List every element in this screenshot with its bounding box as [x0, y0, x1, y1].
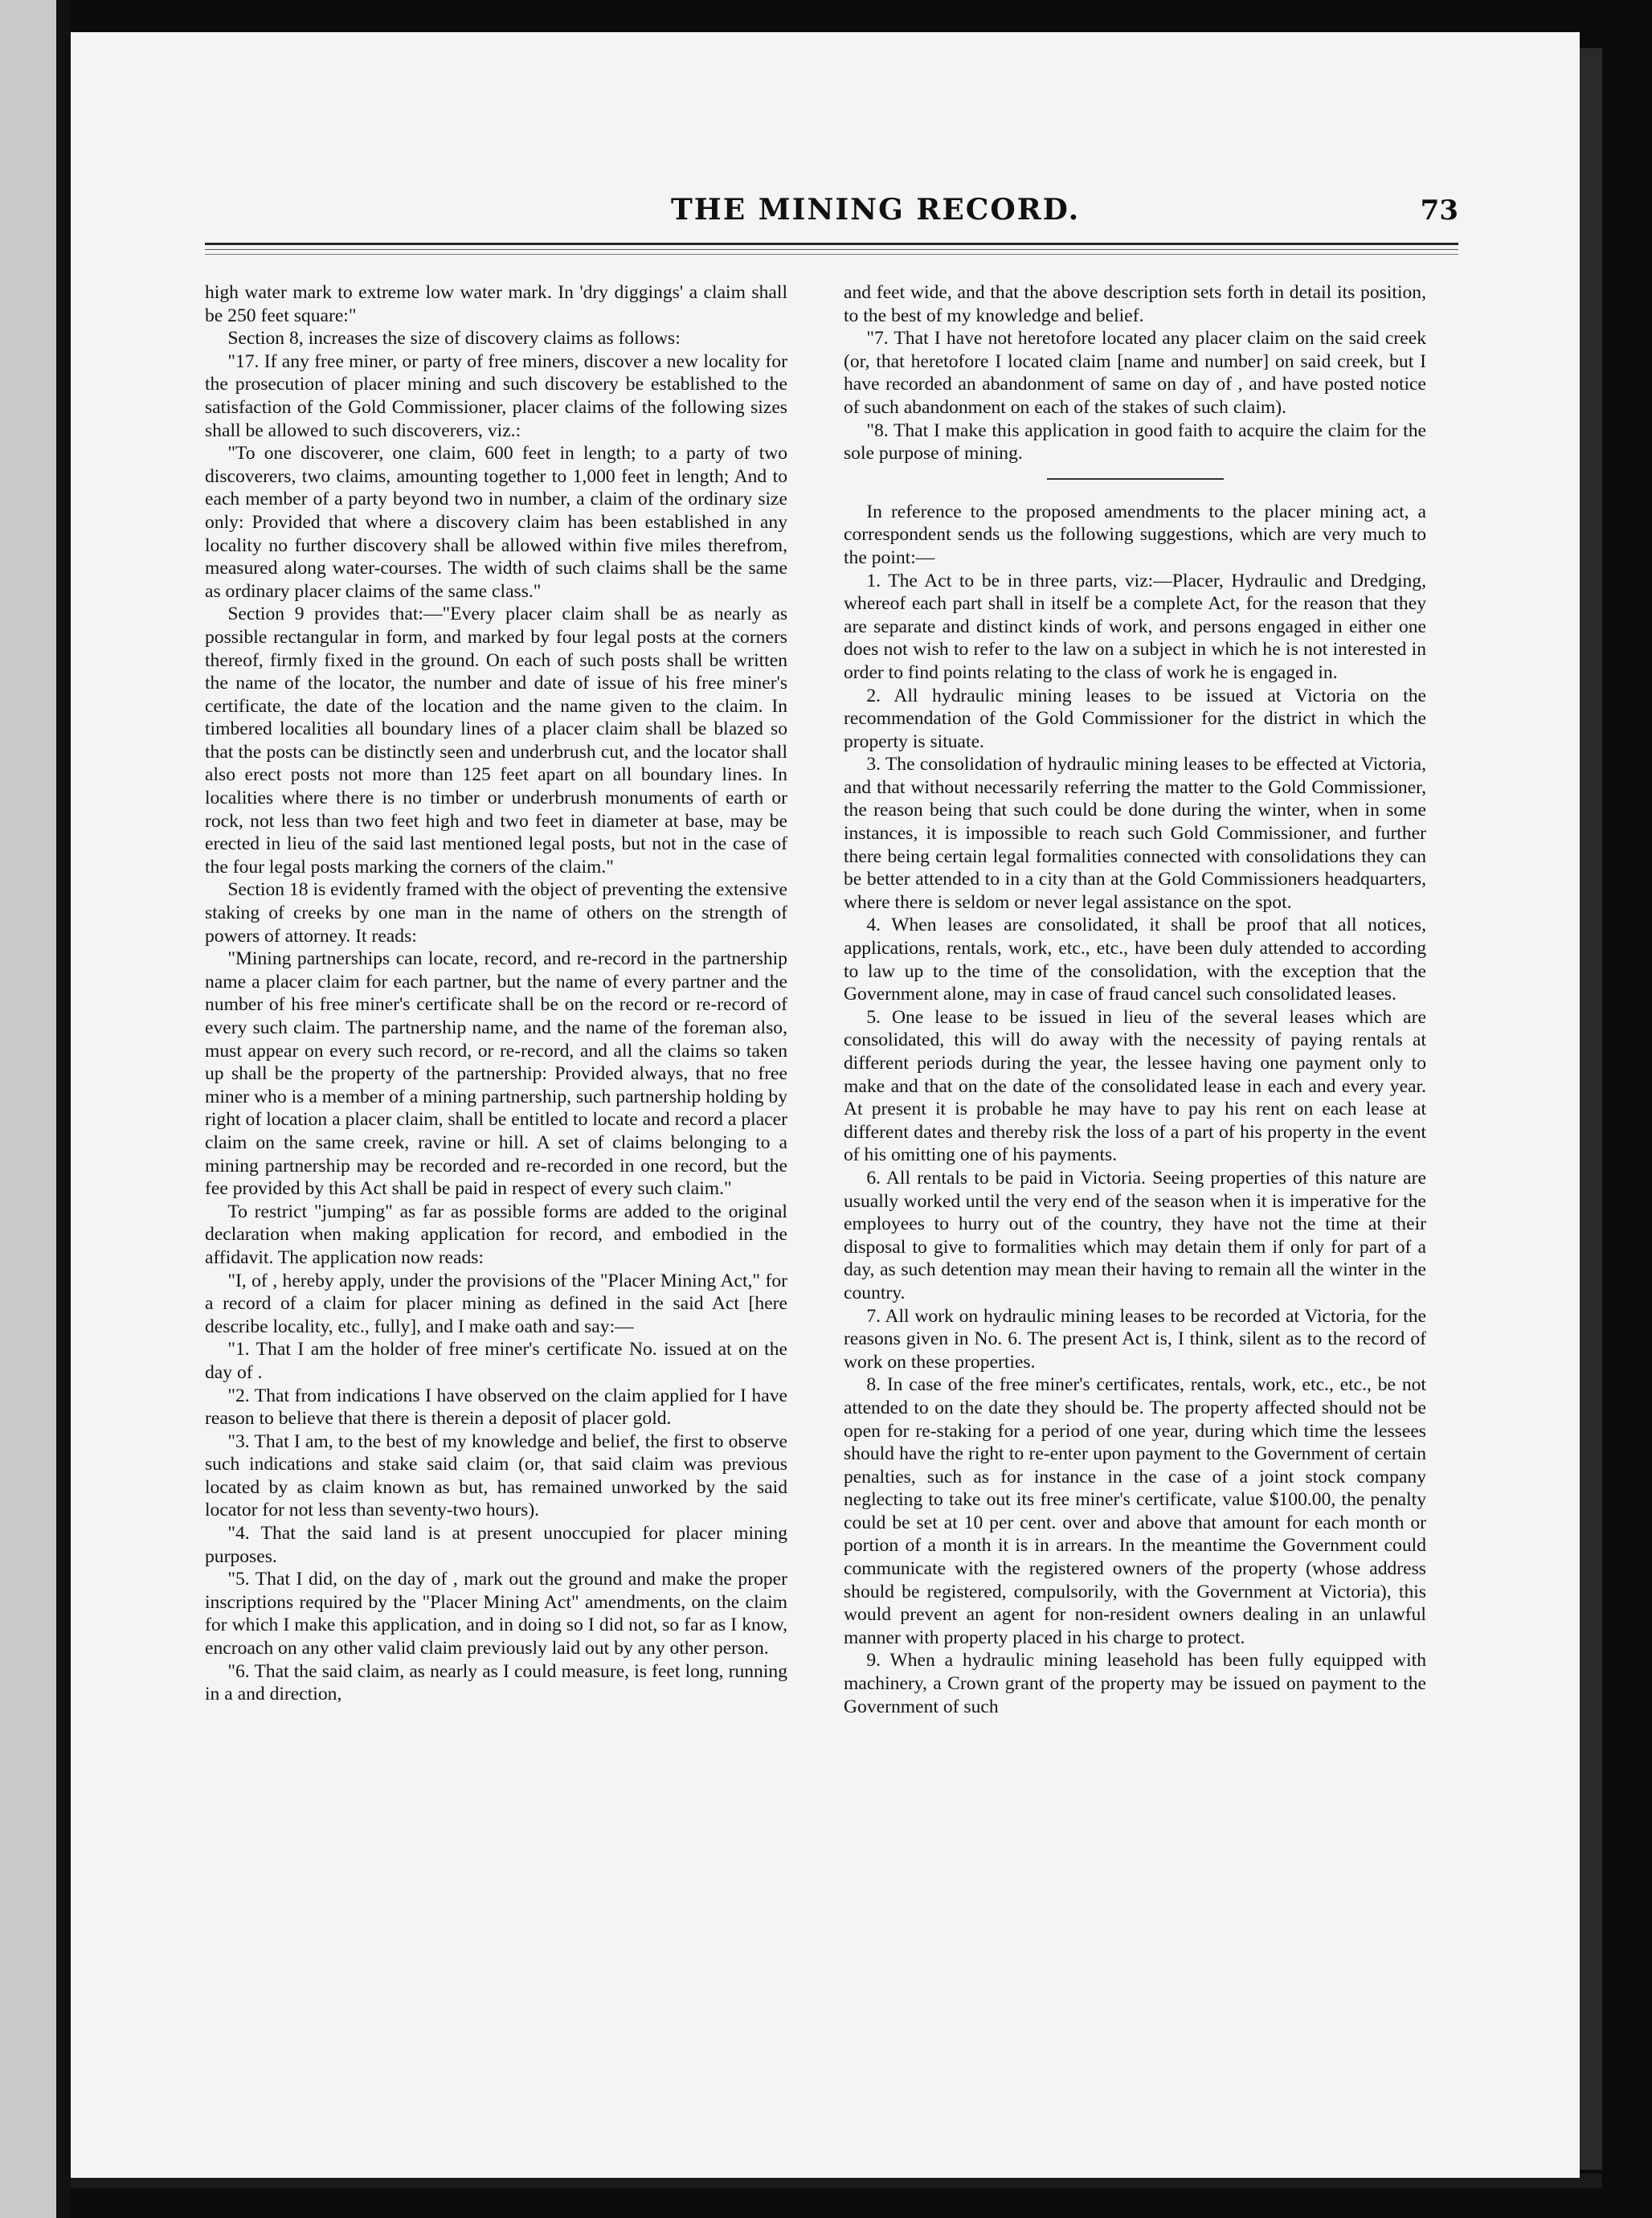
running-header: [205, 186, 1458, 235]
paragraph: 5. One lease to be issued in lieu of the several leases which are consolidated, this will do away with the necessity of paying rentals at different periods during the year, the lessee having one payment only to make and that on the date of the consolidated lease in each and every year. At present it is probable he may have to pay his rent on each lease at different dates and thereby risk the loss of a part of his property in the event of his omitting one of his payments.: [844, 1006, 1426, 1166]
facing-page-edge: [0, 0, 56, 2218]
paragraph: "4. That the said land is at present unoccupied for placer mining purposes.: [205, 1523, 787, 1567]
paragraph: high water mark to extreme low water mark. In 'dry diggings' a claim shall be 250 feet square:": [205, 282, 787, 326]
header-rule: [205, 249, 1458, 250]
page-edge-shadow: [1580, 48, 1602, 2170]
paragraph: "6. That the said claim, as nearly as I could measure, is feet long, running in a and direction,: [205, 1660, 787, 1705]
paragraph: Section 8, increases the size of discovery claims as follows:: [227, 328, 681, 350]
paragraph: "2. That from indications I have observed on the claim applied for I have reason to believe that there is therein a deposit of placer gold.: [205, 1385, 787, 1430]
left-text-column: [205, 281, 787, 2122]
paragraph: "7. That I have not heretofore located any placer claim on the said creek (or, that heretofore I located claim [name and number] on said creek, but I have recorded an abandonment of same on day of , and have posted notice of such abandonment on each of the stakes of such claim).: [844, 328, 1426, 418]
paragraph: 3. The consolidation of hydraulic mining leases to be effected at Victoria, and that without necessarily referring the matter to the Gold Commissioner, the reason being that such could be done during the winter, when in some instances, it is impossible to reach such Gold Commissioner, and further there being certain legal formalities connected with consolidations they can be better attended to in a city than at the Gold Commissioners headquarters, where there is seldom or never legal assistance on the spot.: [844, 754, 1426, 913]
paragraph: 1. The Act to be in three parts, viz:—Placer, Hydraulic and Dredging, whereof each part shall in itself be a complete Act, for the reason that they are separate and distinct kinds of work, and persons engaged in either one does not wish to refer to the law on a subject in which he is not interested in order to find points relating to the class of work he is engaged in.: [844, 570, 1426, 683]
paragraph: "5. That I did, on the day of , mark out the ground and make the proper inscriptions required by the "Placer Mining Act" amendments, on the claim for which I make this application, and in doing so I did not, so far as I know, encroach on any other valid claim previously laid out by any other person.: [205, 1569, 787, 1659]
paragraph: "I, of , hereby apply, under the provisions of the "Placer Mining Act," for a record of a claim for placer mining as defined in the said Act [here describe locality, etc., fully], and I make oath and say:—: [205, 1270, 787, 1337]
paragraph: 7. All work on hydraulic mining leases to be recorded at Victoria, for the reasons given in No. 6. The present Act is, I think, silent as to the record of work on these properties.: [844, 1305, 1426, 1373]
paragraph: 2. All hydraulic mining leases to be issued at Victoria on the recommendation of the Gold Commissioner for the district in which the property is situate.: [844, 685, 1426, 752]
paragraph: "1. That I am the holder of free miner's certificate No. issued at on the day of .: [205, 1339, 787, 1383]
paragraph: and feet wide, and that the above description sets forth in detail its position, to the best of my knowledge and belief.: [844, 282, 1426, 326]
header-rule: [205, 254, 1458, 255]
page-number: 73: [1420, 194, 1458, 227]
paragraph: Section 9 provides that:—"Every placer claim shall be as nearly as possible rectangular in form, and marked by four legal posts at the corners thereof, firmly fixed in the ground. On each of such posts shall be written the name of the locator, the number and date of issue of his free miner's certificate, the date of the location and the name given to the claim. In timbered localities all boundary lines of a placer claim shall be blazed so that the posts can be distinctly seen and underbrush cut, and the locator shall also erect posts not more than 125 feet apart on all boundary lines. In localities where there is no timber or underbrush monuments of earth or rock, not less than two feet high and two feet in diameter at base, may be erected in lieu of the said last mentioned legal posts, but not in the case of the four legal posts marking the corners of the claim.": [205, 604, 787, 878]
binding-gutter: [56, 0, 71, 2218]
paragraph: To restrict "jumping" as far as possible forms are added to the original declaration when making application for record, and embodied in the affidavit. The application now reads:: [205, 1201, 787, 1268]
paragraph: 6. All rentals to be paid in Victoria. Seeing properties of this nature are usually worked until the very end of the season when it is imperative for the employees to hurry out of the country, they have not the time at their disposal to give to formalities which may detain them if only for part of a day, as such detention may mean their having to remain all the winter in the country.: [844, 1167, 1426, 1303]
paragraph: In reference to the proposed amendments to the placer mining act, a correspondent sends us the following suggestions, which are very much to the point:—: [844, 501, 1426, 568]
paragraph: Section 18 is evidently framed with the object of preventing the extensive staking of creeks by one man in the name of others on the strength of powers of attorney. It reads:: [205, 879, 787, 947]
paragraph: 4. When leases are consolidated, it shall be proof that all notices, applications, rentals, work, etc., etc., have been duly attended to according to law up to the time of the consolidation, with the exception that the Government alone, may in case of fraud cancel such consolidated leases.: [844, 915, 1426, 1005]
section-divider: [1047, 478, 1224, 480]
paragraph: "To one discoverer, one claim, 600 feet in length; to a party of two discoverers, two claims, amounting together to 1,000 feet in length; And to each member of a party beyond two in number, a claim of the ordinary size only: Provided that where a discovery claim has been established in any locality no further discovery shall be allowed within five miles therefrom, measured along water-courses. The width of such claims shall be the same as ordinary placer claims of the same class.": [205, 443, 787, 602]
paragraph: 8. In case of the free miner's certificates, rentals, work, etc., etc., be not attended to on the date they should be. The property affected should not be open for re-staking for a period of one year, during which time the lessees should have the right to re-enter upon payment to the Government of certain penalties, such as for instance in the case of a joint stock company neglecting to take out its free miner's certificate, value $100.00, the penalty could be set at 10 per cent. over and above that amount for each month or portion of a month it is in arrears. In the meantime the Government could communicate with the registered owners of the property (whose address should be registered, compulsorily, with the Government at Victoria), this would prevent an agent for non-resident owners dealing in an unlawful manner with property placed in his charge to protect.: [844, 1374, 1426, 1648]
running-title: THE MINING RECORD.: [671, 193, 1081, 227]
paragraph: "17. If any free miner, or party of free miners, discover a new locality for the prosecution of placer mining and such discovery be established to the satisfaction of the Gold Commissioner, placer claims of the following sizes shall be allowed to such discoverers, viz.:: [205, 350, 787, 441]
header-rule: [205, 243, 1458, 245]
paragraph: 9. When a hydraulic mining leasehold has been fully equipped with machinery, a Crown grant of the property may be issued on payment to the Government of such: [844, 1650, 1426, 1717]
paragraph: "3. That I am, to the best of my knowledge and belief, the first to observe such indications and stake said claim (or, that said claim was previous located by as claim known as but, has remained unworked by the said locator for not less than seventy-two hours).: [205, 1430, 787, 1521]
paragraph: "8. That I make this application in good faith to acquire the claim for the sole purpose of mining.: [844, 419, 1426, 464]
paragraph: "Mining partnerships can locate, record, and re-record in the partnership name a placer claim for each partner, but the name of every partner and the number of his free miner's certificate shall be on the record or re-record of every such claim. The partnership name, and the name of the foreman also, must appear on every such record, or re-record, and all the claims so taken up shall be the property of the partnership: Provided always, that no free miner who is a member of a mining partnership, such partnership holding by right of location a placer claim, shall be entitled to locate and record a placer claim on the same creek, ravine or hill. A set of claims belonging to a mining partnership may be recorded and re-recorded in one record, but the fee provided by this Act shall be paid in respect of every such claim.": [205, 948, 787, 1200]
right-text-column: [844, 281, 1426, 2122]
